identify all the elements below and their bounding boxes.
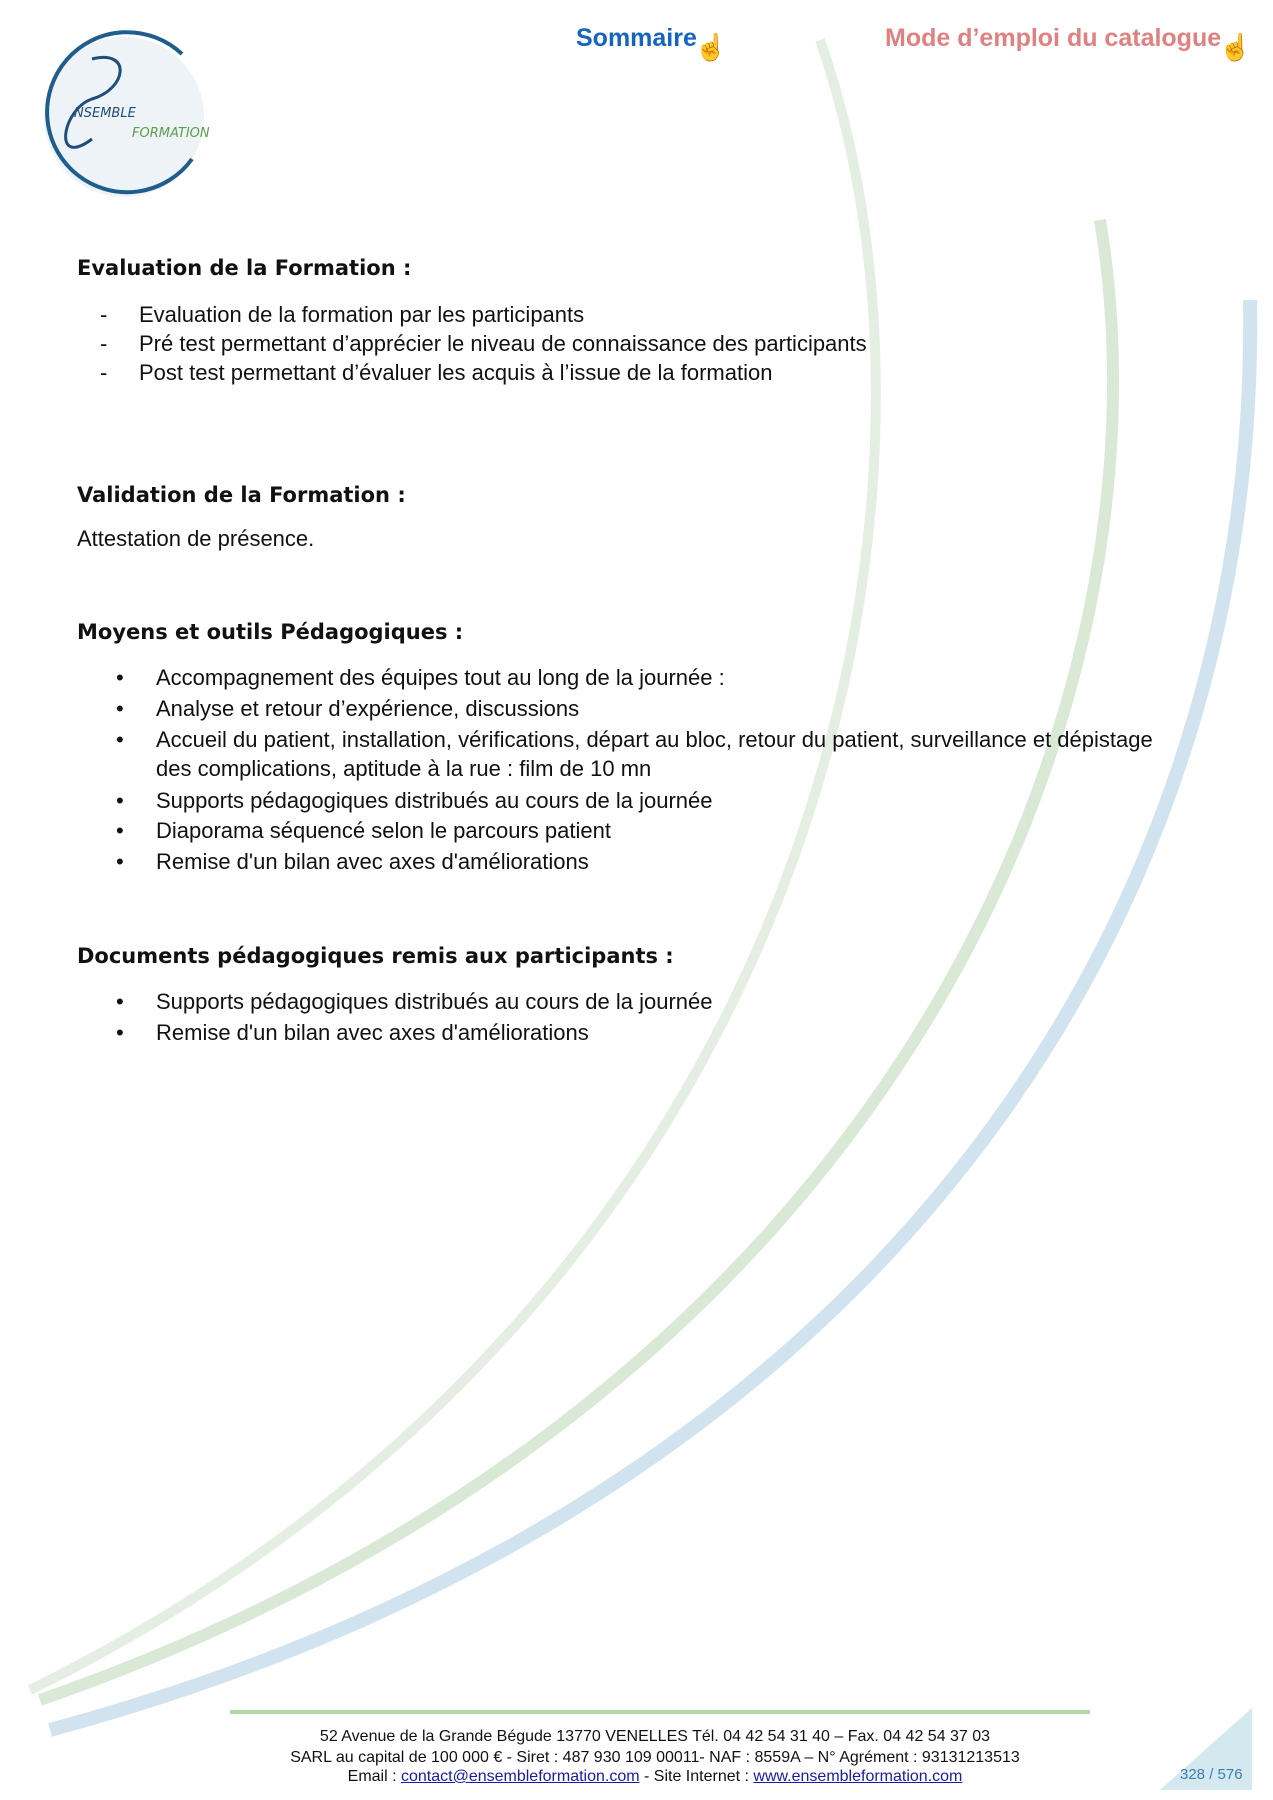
list-item: Pré test permettant d’apprécier le niveau de connaissance des participants (139, 331, 867, 356)
footer-address: 52 Avenue de la Grande Bégude 13770 VENELLES Tél. 04 42 54 31 40 – Fax. 04 42 54 37 03 (319, 1728, 991, 1745)
bullet-marker: • (116, 849, 124, 874)
list-item: Accompagnement des équipes tout au long de la journée : (156, 665, 725, 690)
list-item: Accueil du patient, installation, vérifications, départ au bloc, retour du patient, surveillance et dépistage (156, 727, 1153, 752)
site-label: - Site Internet : (639, 1768, 754, 1785)
list-item: Remise d'un bilan avec axes d'améliorations (156, 849, 589, 874)
email-label: Email : (347, 1768, 401, 1785)
bullet-marker: • (116, 727, 124, 752)
footer-legal: SARL au capital de 100 000 € - Siret : 487 930 109 00011- NAF : 8559A – N° Agrément : 93131213513 (290, 1749, 1020, 1766)
list-item: Diaporama séquencé selon le parcours patient (156, 818, 611, 843)
svg-text:NSEMBLE: NSEMBLE (74, 106, 136, 121)
bullet-marker: • (116, 665, 124, 690)
hand-pointer-icon: ☝ (694, 32, 728, 62)
section-title-evaluation: Evaluation de la Formation : (77, 256, 412, 280)
section-title-moyens: Moyens et outils Pédagogiques : (77, 620, 464, 644)
hand-pointer-icon: ☝ (1219, 32, 1252, 62)
list-item: Evaluation de la formation par les participants (139, 302, 585, 327)
list-item: Supports pédagogiques distribués au cours de la journée (156, 788, 713, 813)
list-item-continuation: des complications, aptitude à la rue : film de 10 mn (156, 756, 652, 781)
list-item: Supports pédagogiques distribués au cours de la journée (156, 989, 713, 1014)
bullet-marker: • (116, 989, 124, 1014)
list-item: Post test permettant d’évaluer les acquis à l’issue de la formation (139, 360, 773, 385)
mode-emploi-label: Mode d’emploi du catalogue (885, 24, 1222, 52)
dash-marker: - (100, 360, 108, 385)
logo (32, 29, 232, 202)
list-item: Remise d'un bilan avec axes d'améliorations (156, 1020, 589, 1045)
dash-marker: - (100, 331, 108, 356)
website-link[interactable]: www.ensembleformation.com (753, 1768, 963, 1785)
bullet-marker: • (116, 1020, 124, 1045)
email-link[interactable]: contact@ensembleformation.com (400, 1768, 640, 1785)
validation-text: Attestation de présence. (77, 526, 315, 551)
section-title-documents: Documents pédagogiques remis aux participants : (77, 944, 674, 968)
section-title-validation: Validation de la Formation : (77, 483, 406, 507)
footer-contact (0, 1767, 1273, 1787)
sommaire-label: Sommaire (576, 24, 697, 52)
list-item: Analyse et retour d’expérience, discussions (156, 696, 580, 721)
sommaire-link[interactable] (576, 24, 727, 63)
svg-text:FORMATION: FORMATION (132, 126, 210, 141)
bullet-marker: • (116, 818, 124, 843)
mode-emploi-link[interactable] (885, 24, 1252, 63)
page-number: 328 / 576 (1180, 1766, 1243, 1783)
bullet-marker: • (116, 696, 124, 721)
dash-marker: - (100, 302, 108, 327)
bullet-marker: • (116, 788, 124, 813)
